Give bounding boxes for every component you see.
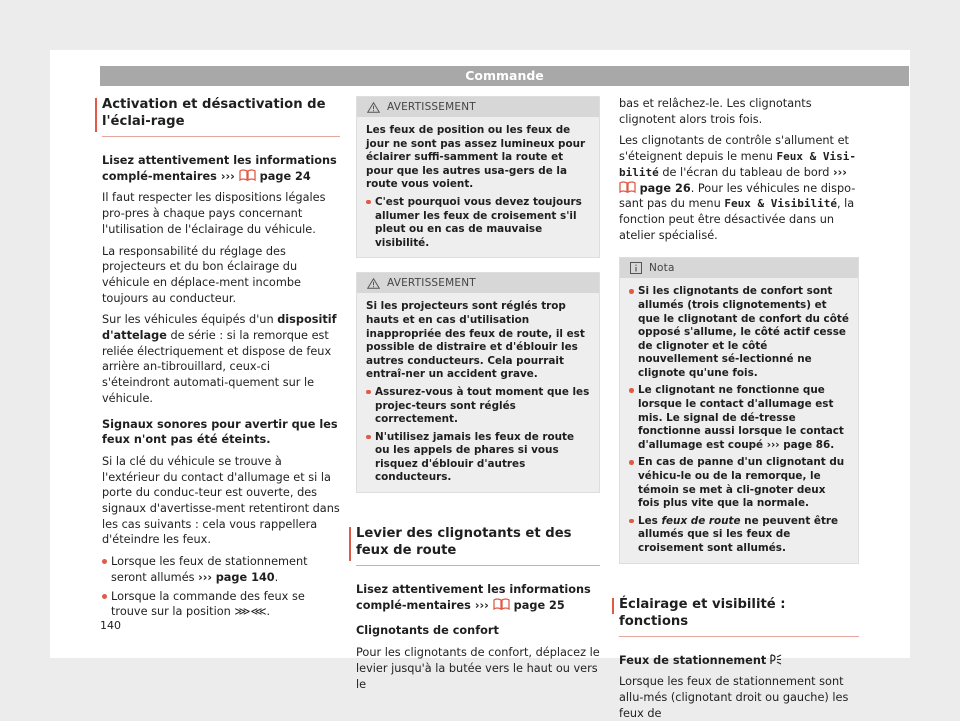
section-heading-turn-signals: Levier des clignotants et des feux de route bbox=[356, 525, 600, 566]
subheading: Signaux sonores pour avertir que les feux n'ont pas été éteints. bbox=[102, 417, 338, 447]
intro-paragraph: Lisez attentivement les informations complé-mentaires ››› page 25 bbox=[356, 583, 591, 612]
note-header: Nota bbox=[620, 258, 858, 278]
list-item: Les feux de route ne peuvent être allumés que si les feux de croisement sont allumés. bbox=[629, 515, 849, 556]
paragraph: Lorsque les feux de stationnement sont allu-més (clignotant droit ou gauche) les feux de bbox=[619, 675, 849, 720]
book-icon[interactable] bbox=[239, 169, 256, 181]
parking-light-icon bbox=[770, 654, 782, 665]
list-item: Lorsque les feux de stationnement seront allumés ››› page 140. bbox=[102, 554, 340, 585]
paragraph: Sur les véhicules équipés d'un dispositif d'attelage de série : si la remorque est reliée électriquement et dispose de feux arrière an-tibrouillard, ceux-ci s'éteindront automati-quement sur le véhicule. bbox=[102, 313, 337, 405]
warning-header: AVERTISSEMENT bbox=[357, 97, 599, 117]
arrow-icon: ››› bbox=[220, 169, 235, 183]
warning-box bbox=[356, 272, 600, 493]
paragraph: Pour les clignotants de confort, déplacez le levier jusqu'à la butée vers le haut ou vers le bbox=[356, 646, 600, 691]
book-icon[interactable] bbox=[493, 598, 510, 610]
book-icon[interactable] bbox=[619, 181, 636, 193]
warning-icon bbox=[367, 102, 380, 113]
paragraph: Si la clé du véhicule se trouve à l'extérieur du contact d'allumage et si la porte du conduc-teur est ouverte, des signaux d'avertisse-ment retentiront dans les cas suivants : cela vous rappellera d'éteindre les feux. bbox=[102, 454, 340, 547]
list-item: Lorsque la commande des feux se trouve sur la position ⋙⋘. bbox=[102, 589, 340, 620]
arrow-icon: ››› bbox=[833, 165, 847, 179]
note-box bbox=[619, 257, 859, 563]
info-icon bbox=[630, 262, 642, 274]
intro-paragraph: Lisez attentivement les informations complé-mentaires ››› page 24 bbox=[102, 154, 337, 183]
column-2 bbox=[356, 96, 600, 692]
page-link[interactable]: page 26 bbox=[639, 181, 691, 195]
arrow-icon: ››› bbox=[766, 438, 780, 451]
subheading: Feux de stationnement bbox=[619, 653, 859, 669]
arrow-icon: ››› bbox=[198, 570, 213, 584]
page-link[interactable]: page 24 bbox=[259, 169, 311, 183]
list-item: Si les clignotants de confort sont allumés (trois clignotements) et que le clignotant de confort du côté opposé s'allume, le côté actif cesse de clignoter et le côté nouvellement sé-lectionné ne clignote qu'une fois. bbox=[629, 285, 849, 380]
paragraph: Il faut respecter les dispositions légales pro-pres à chaque pays concernant l'utilisation de l'éclairage du véhicule. bbox=[102, 191, 326, 236]
arrow-icon: ››› bbox=[474, 598, 489, 612]
note-body bbox=[620, 278, 858, 562]
paragraph: Les clignotants de contrôle s'allument et s'éteignent depuis le menu Feux & Visi-bilité de l'écran du tableau de bord ››› page 26. Pour les véhicules ne dispo-sant pas du menu Feux & Visibilité, la fonction peut être désactivée dans un atelier spécialisé. bbox=[619, 134, 857, 242]
paragraph: La responsabilité du réglage des projecteurs et du bon éclairage du véhicule en déplace-ment incombe toujours au conducteur. bbox=[102, 244, 301, 305]
list-item: N'utilisez jamais les feux de route ou les appels de phares si vous risquez d'éblouir d'autres conducteurs. bbox=[366, 431, 590, 485]
warning-box bbox=[356, 96, 600, 258]
warning-icon bbox=[367, 278, 380, 289]
section-heading-lighting: Activation et désactivation de l'éclai-rage bbox=[102, 96, 340, 137]
paragraph: bas et relâchez-le. Les clignotants clignotent alors trois fois. bbox=[619, 97, 812, 126]
column-1 bbox=[102, 96, 340, 620]
column-3 bbox=[619, 96, 859, 721]
page bbox=[50, 50, 910, 720]
subheading: Clignotants de confort bbox=[356, 624, 499, 638]
chapter-header: Commande bbox=[100, 66, 909, 86]
warning-body: Les feux de position ou les feux de jour ne sont pas assez lumineux pour éclairer suffi-samment la route et pour que les autres usa-gers de la route vous voient. C'est pourquoi vous devez toujours allumer les feux de croisement s'il pleut ou en cas de mauvaise visibilité. bbox=[357, 117, 599, 257]
warning-body: Si les projecteurs sont réglés trop hauts et en cas d'utilisation inappropriée des feux de route, il est possible de distraire et d'éblouir les autres conducteurs. Cela pourrait entraî-ner un accident grave. Assurez-vous à tout moment que les projec-teurs sont réglés correctement. N'utilisez jamais les feux de route ou les appels de phares si vous risquez d'éblouir d'autres conducteurs. bbox=[366, 300, 590, 484]
list-item: C'est pourquoi vous devez toujours allumer les feux de croisement s'il pleut ou en cas de mauvaise visibilité. bbox=[366, 196, 590, 250]
page-link[interactable]: page 25 bbox=[513, 598, 565, 612]
page-number: 140 bbox=[100, 619, 121, 632]
list-item: Assurez-vous à tout moment que les projec-teurs sont réglés correctement. bbox=[366, 386, 590, 427]
list-item: En cas de panne d'un clignotant du véhicu-le ou de la remorque, le témoin se met à cli-gnoter deux fois plus vite que la normale. bbox=[629, 456, 849, 510]
page-link[interactable]: page 140 bbox=[215, 570, 275, 584]
page-link[interactable]: page 86 bbox=[783, 438, 831, 451]
list-item: Le clignotant ne fonctionne que lorsque le contact d'allumage est mis. Le signal de dé-tresse fonctionne aussi lorsque le contact d'allumage est coupé ››› page 86. bbox=[629, 384, 849, 452]
section-heading-lighting-functions: Éclairage et visibilité : fonctions bbox=[619, 596, 859, 637]
warning-header: AVERTISSEMENT bbox=[357, 273, 599, 293]
